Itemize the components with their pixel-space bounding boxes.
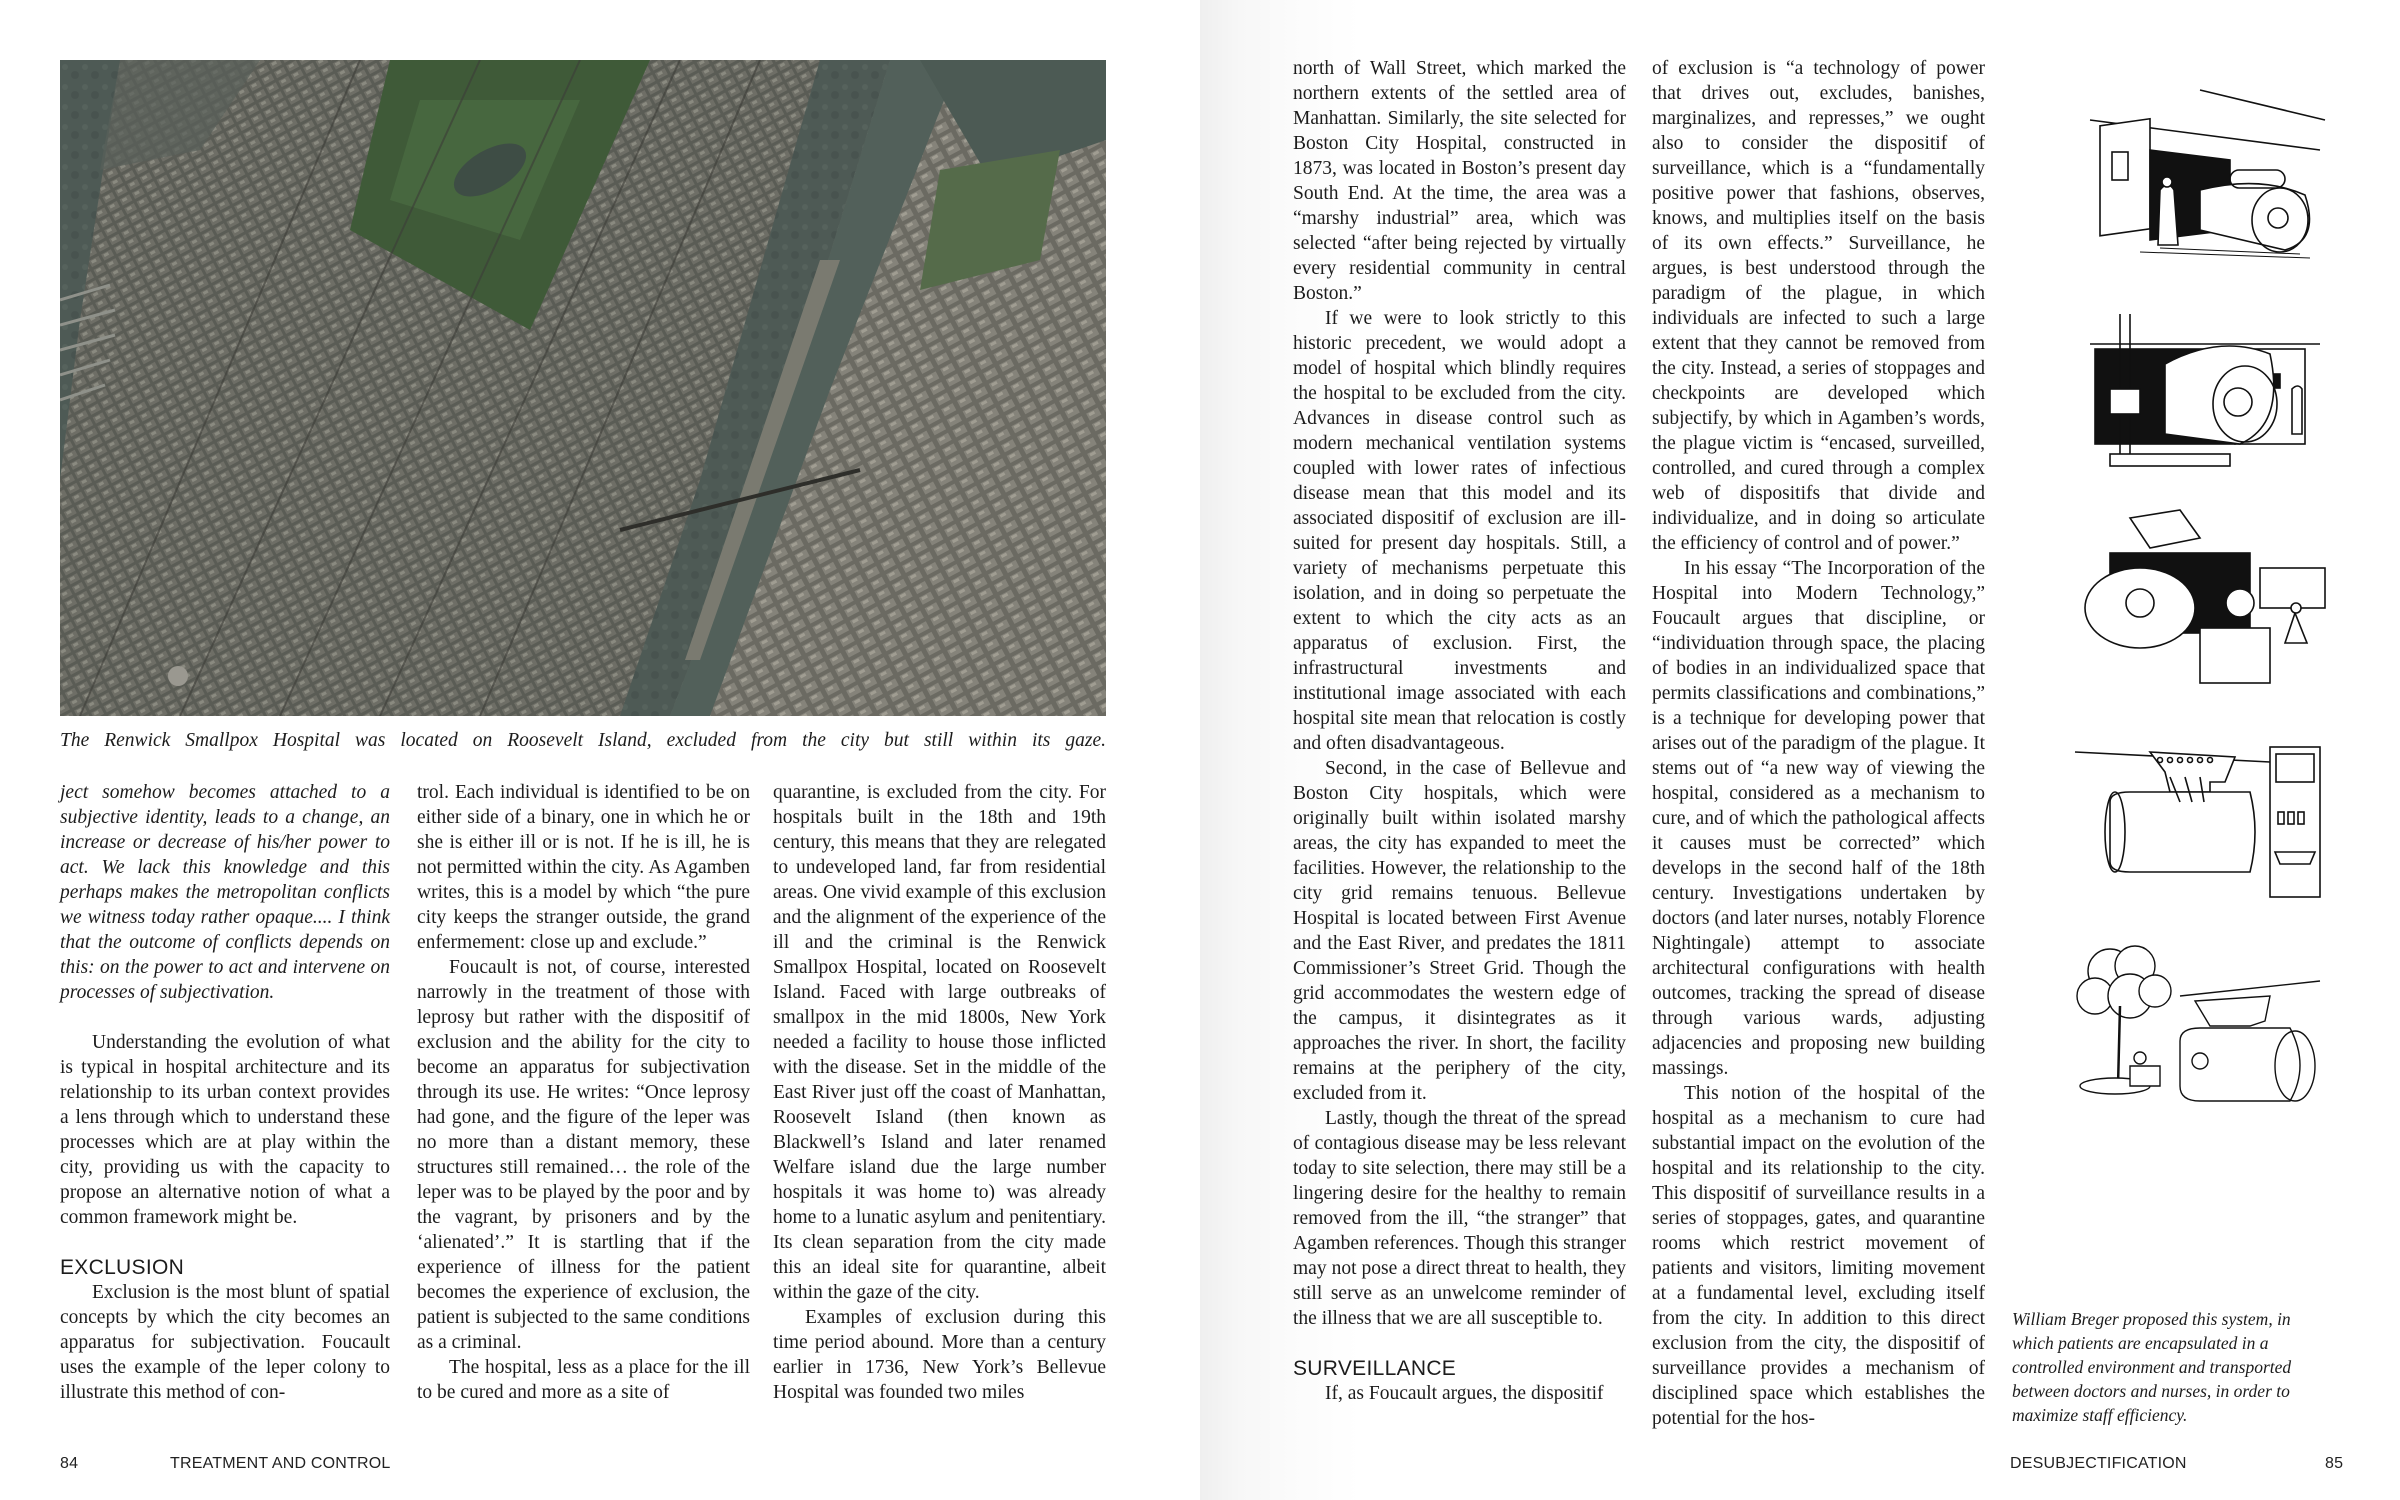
paragraph: If, as Foucault argues, the dispositif <box>1325 1383 1604 1404</box>
paragraph: Examples of exclusion during this time period abound. More than a century earlier in 1736, New York’s Bellevue Hospital was founded two miles <box>773 1307 1106 1403</box>
paragraph: Understanding the evolution of what is typical in hospital architecture and its relationship to its urban context provides a lens through which to understand these processes which are at play within the city, providing us with the capacity to propose an alternative notion of what a common framework might be. <box>60 1032 390 1228</box>
text-column-3 <box>773 780 1106 1405</box>
figure-caption: The Renwick Smallpox Hospital was located on Roosevelt Island, excluded from the city but still within its gaze. <box>60 730 1106 751</box>
running-title-right: DESUBJECTIFICATION <box>2010 1455 2187 1472</box>
text-column-1 <box>60 780 390 1405</box>
text-column-4 <box>1293 56 1626 1406</box>
illustration-column <box>2070 80 2330 1150</box>
aerial-map-image <box>60 60 1106 716</box>
text-column-2 <box>417 780 750 1405</box>
page-number-left: 84 <box>60 1455 79 1472</box>
patient-pod-treatment-illustration-icon <box>2070 508 2330 688</box>
paragraph: If we were to look strictly to this historic precedent, we would adopt a model of hospital which blindly requires the hospital to be excluded from the city. Advances in disease control such as modern mechanical ventilation systems coupled with lower rates of infectious disease mean that this model and its associated dispositif of exclusion are ill-suited for present day hospitals. Still, a variety of mechanisms perpetuate this isolation, and in doing so perpetuate the extent to which the city acts as an apparatus of exclusion. First, the infrastructural investments and institutional image associated with each hospital site mean that relocation is costly and often disadvantageous. <box>1293 308 1626 754</box>
section-heading-surveillance: SURVEILLANCE <box>1293 1357 1457 1380</box>
patient-pod-outdoor-illustration-icon <box>2070 936 2330 1116</box>
text-column-5 <box>1652 56 1985 1431</box>
paragraph: trol. Each individual is identified to be on either side of a binary, one in which he or she is either ill or is not. If he is ill, he is not permitted within the city. As Agamben writes, this is a model by which “the pure city keeps the stranger outside, the grand enfermement: close up and exclude.” <box>417 782 750 953</box>
paragraph: Lastly, though the threat of the spread of contagious disease may be less relevant today to site selection, there may still be a lingering desire for the healthy to remain removed from the ill, “the stranger” that Agamben references. Though this stranger may not pose a direct threat to health, they still serve as an unwelcome reminder of the illness that we are all susceptible to. <box>1293 1108 1626 1329</box>
paragraph: of exclusion is “a technology of power that drives out, excludes, banishes, marginalizes, and represses,” we ought also to consider the dispositif of surveillance, which is a “fundamentally positive power that fashions, observes, knows, and multiplies itself on the basis of its own effects.” Surveillance, he argues, is best understood through the paradigm of the plague, in which individuals are infected to such a large extent that they cannot be removed from the city. Instead, a series of stoppages and checkpoints are developed which subjectify, by which in Agamben’s words, the plague victim is “encased, surveilled, controlled, and cured through a complex web of dispositifs that divide and individualize, and in doing so articulate the efficiency of control and of power.” <box>1652 58 1985 554</box>
paragraph: In his essay “The Incorporation of the Hospital into Modern Technology,” Foucault argues that discipline, or “individuation through space, the placing of bodies in an individualized space that permits classifications and combinations,” is a technique for developing power that arises out of the paradigm of the plague. It stems out of “a new way of viewing the hospital, considered as a mechanism to cure, and of which the pathological affects it causes must be corrected” which develops in the second half of the 18th century. Investigations undertaken by doctors (and later nurses, notably Florence Nightingale) attempt to associate architectural configurations with health outcomes, tracking the spread of disease through various wards, adjusting adjacencies and proposing new building massings. <box>1652 558 1985 1079</box>
patient-pod-console-illustration-icon <box>2070 722 2330 902</box>
paragraph: quarantine, is excluded from the city. For hospitals built in the 18th and 19th century, this means that they are relegated to undeveloped land, far from residential areas. One vivid example of this exclusion and the alignment of the experience of the ill and the criminal is the Renwick Smallpox Hospital, located on Roosevelt Island. Faced with large outbreaks of smallpox in the mid 1800s, New York needed a facility to house those inflicted with the disease. Set in the middle of the East River just off the coast of Manhattan, Roosevelt Island (then known as Blackwell’s Island and later renamed Welfare island due the large number hospitals it was home to) was already home to a lunatic asylum and penitentiary. Its clean separation from the city made this an ideal site for quarantine, albeit within the gaze of the city. <box>773 782 1106 1303</box>
manhattan-aerial-icon <box>60 60 1106 716</box>
running-title-left: TREATMENT AND CONTROL <box>170 1455 391 1472</box>
paragraph: Exclusion is the most blunt of spatial concepts by which the city becomes an apparatus for subjectivation. Foucault uses the example of the leper colony to illustrate this method of con- <box>60 1282 390 1403</box>
section-heading-exclusion: EXCLUSION <box>60 1256 185 1279</box>
paragraph: This notion of the hospital of the hospital as a mechanism to cure had substantial impact on the evolution of the hospital and its relationship to the city. This dispositif of surveillance results in a series of stoppages, gates, and quarantine rooms which restrict movement of patients and visitors, limiting movement at a fundamental level, excluding itself from the city. In addition to this direct exclusion from the city, the dispositif of surveillance provides a mechanism of disciplined space which establishes the potential for the hos- <box>1652 1083 1985 1429</box>
paragraph: Foucault is not, of course, interested narrowly in the treatment of those with leprosy but rather with the dispositif of exclusion and the ability for the city to become an apparatus for subjectivation through its use. He writes: “Once leprosy had gone, and the figure of the leper was no more than a distant memory, these structures still remained… the role of the leper was to be played by the poor and by the vagrant, by prisoners and by the ‘alienated’.” It is startling that if the experience of illness for the patient becomes the experience of exclusion, the patient is subjected to the same conditions as a criminal. <box>417 957 750 1353</box>
page-number-right: 85 <box>2325 1455 2344 1472</box>
patient-pod-arrival-illustration-icon <box>2070 80 2330 260</box>
block-quote: ject somehow becomes attached to a subjective identity, leads to a change, an increase or decrease of his/her power to act. We lack this knowledge and this perhaps makes the metropolitan conflicts we witness today rather opaque.... I think that the outcome of conflicts depends on this: on the power to act and intervene on processes of subjectivation. <box>60 782 390 1003</box>
paragraph: north of Wall Street, which marked the northern extents of the settled area of Manhattan. Similarly, the site selected for Boston City Hospital, constructed in 1873, was located in Boston’s present day South End. At the time, the area was a “marshy industrial” area, which was selected “after being rejected by virtually every residential community in central Boston.” <box>1293 58 1626 304</box>
illustration-caption: William Breger proposed this system, in which patients are encapsulated in a controlled environment and transported between doctors and nurses, in order to maximize staff efficiency. <box>2012 1309 2292 1425</box>
paragraph: Second, in the case of Bellevue and Boston City hospitals, which were originally built within isolated marshy areas, the city has expanded to meet the facilities. However, the relationship to the city grid remains tenuous. Bellevue Hospital is located between First Avenue and the East River, and predates the 1811 Commissioner’s Street Grid. Though the grid accommodates the western edge of the campus, it disintegrates as it approaches the river. In short, the facility remains at the periphery of the city, excluded from it. <box>1293 758 1626 1104</box>
patient-pod-docked-illustration-icon <box>2070 294 2330 474</box>
paragraph: The hospital, less as a place for the ill to be cured and more as a site of <box>417 1357 750 1403</box>
